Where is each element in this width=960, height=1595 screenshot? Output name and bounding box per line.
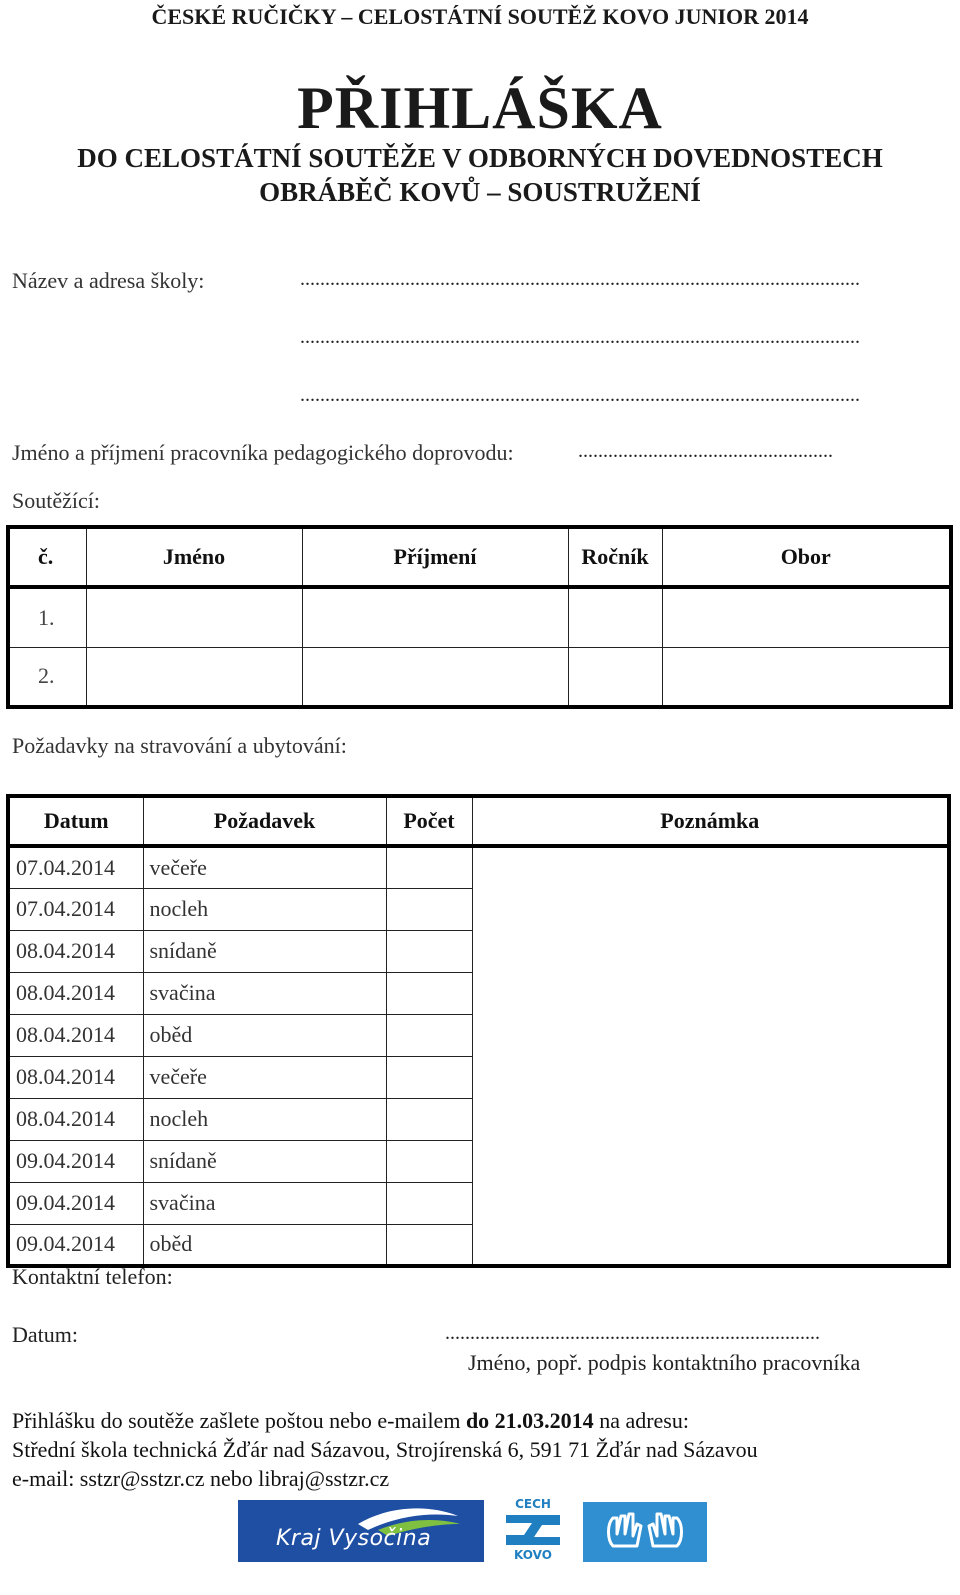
request-cell: oběd (143, 1014, 386, 1056)
note-cell[interactable] (472, 1140, 949, 1182)
count-cell[interactable] (386, 888, 472, 930)
send-deadline: do 21.03.2014 (465, 1408, 594, 1433)
request-cell: svačina (143, 972, 386, 1014)
count-cell[interactable] (386, 972, 472, 1014)
hands-icon (583, 1502, 707, 1562)
note-cell[interactable] (472, 1182, 949, 1224)
kovo-text: KOVO (514, 1548, 552, 1562)
table-row (8, 930, 949, 972)
column-header: č. (8, 527, 86, 587)
column-header: Datum (8, 796, 143, 846)
table-row (8, 1056, 949, 1098)
note-cell[interactable] (472, 1056, 949, 1098)
column-header: Počet (386, 796, 472, 846)
subtitle-line-1: DO CELOSTÁTNÍ SOUTĚŽE V ODBORNÝCH DOVEDNOSTECH (77, 143, 883, 173)
note-cell[interactable] (472, 846, 949, 888)
ceske-rucicky-logo (583, 1502, 707, 1562)
date-label: Datum: (12, 1322, 78, 1347)
row-number: 1. (8, 587, 86, 647)
column-header: Obor (662, 527, 951, 587)
page-title: PŘIHLÁŠKA (297, 75, 663, 141)
table-row (8, 1182, 949, 1224)
date-cell: 08.04.2014 (8, 1056, 143, 1098)
top-heading: ČESKÉ RUČIČKY – CELOSTÁTNÍ SOUTĚŽ KOVO JUNIOR 2014 (151, 4, 809, 29)
subtitle-line-2: OBRÁBĚČ KOVŮ – SOUSTRUŽENÍ (259, 177, 701, 207)
count-cell[interactable] (386, 930, 472, 972)
note-cell[interactable] (472, 1014, 949, 1056)
table-row (8, 587, 951, 647)
request-cell: večeře (143, 846, 386, 888)
surname-cell[interactable] (302, 587, 568, 647)
table-row (8, 972, 949, 1014)
date-cell: 07.04.2014 (8, 846, 143, 888)
count-cell[interactable] (386, 846, 472, 888)
note-cell[interactable] (472, 930, 949, 972)
table-row (8, 647, 951, 707)
count-cell[interactable] (386, 1056, 472, 1098)
kraj-vysocina-logo (238, 1500, 484, 1562)
cech-kovo-logo (500, 1497, 566, 1563)
request-cell: snídaně (143, 1140, 386, 1182)
contact-email: e-mail: sstzr@sstzr.cz nebo libraj@sstzr.cz (12, 1466, 390, 1491)
date-cell: 08.04.2014 (8, 930, 143, 972)
wrench-emblem-icon (504, 1511, 562, 1547)
competitors-label: Soutěžící: (12, 488, 100, 513)
signature-caption: Jméno, popř. podpis kontaktního pracovníka (468, 1350, 861, 1375)
school-field-line-3[interactable]: ................................................................................................................ (300, 384, 860, 406)
table-row (8, 846, 949, 888)
note-cell[interactable] (472, 1098, 949, 1140)
note-cell[interactable] (472, 888, 949, 930)
request-cell: oběd (143, 1224, 386, 1266)
date-cell: 09.04.2014 (8, 1224, 143, 1266)
table-row (8, 1098, 949, 1140)
table-row (8, 888, 949, 930)
column-header: Ročník (568, 527, 662, 587)
send-prefix: Přihlášku do soutěže zašlete poštou nebo e-mailem (12, 1408, 466, 1433)
date-cell: 09.04.2014 (8, 1182, 143, 1224)
column-header: Poznámka (472, 796, 949, 846)
table-row (8, 1224, 949, 1266)
request-cell: snídaně (143, 930, 386, 972)
date-cell: 08.04.2014 (8, 972, 143, 1014)
note-cell[interactable] (472, 972, 949, 1014)
cech-text: CECH (515, 1497, 551, 1511)
meals-label: Požadavky na stravování a ubytování: (12, 733, 347, 758)
request-cell: večeře (143, 1056, 386, 1098)
row-number: 2. (8, 647, 86, 707)
column-header: Příjmení (302, 527, 568, 587)
send-suffix: na adresu: (593, 1408, 689, 1433)
field-cell[interactable] (662, 647, 951, 707)
date-cell: 08.04.2014 (8, 1098, 143, 1140)
send-instructions (12, 1408, 689, 1434)
request-cell: svačina (143, 1182, 386, 1224)
year-cell[interactable] (568, 587, 662, 647)
school-field-line-1[interactable]: ................................................................................................................ (300, 268, 860, 290)
count-cell[interactable] (386, 1098, 472, 1140)
school-address: Střední škola technická Žďár nad Sázavou, Strojírenská 6, 591 71 Žďár nad Sázavou (12, 1437, 758, 1462)
phone-label: Kontaktní telefon: (12, 1264, 173, 1289)
name-cell[interactable] (86, 587, 302, 647)
column-header: Jméno (86, 527, 302, 587)
table-row (8, 1140, 949, 1182)
count-cell[interactable] (386, 1014, 472, 1056)
teacher-label: Jméno a příjmení pracovníka pedagogického doprovodu: (12, 440, 514, 465)
count-cell[interactable] (386, 1140, 472, 1182)
signature-field[interactable]: ........................................................................... (445, 1322, 820, 1344)
count-cell[interactable] (386, 1224, 472, 1266)
column-header: Požadavek (143, 796, 386, 846)
date-cell: 07.04.2014 (8, 888, 143, 930)
meals-table (6, 794, 951, 1268)
table-header-row (8, 796, 949, 846)
competitors-table (6, 525, 953, 709)
surname-cell[interactable] (302, 647, 568, 707)
date-cell: 08.04.2014 (8, 1014, 143, 1056)
field-cell[interactable] (662, 587, 951, 647)
request-cell: nocleh (143, 1098, 386, 1140)
note-cell[interactable] (472, 1224, 949, 1266)
request-cell: nocleh (143, 888, 386, 930)
date-cell: 09.04.2014 (8, 1140, 143, 1182)
name-cell[interactable] (86, 647, 302, 707)
kraj-vysocina-text: Kraj Vysočina (276, 1526, 432, 1551)
table-row (8, 1014, 949, 1056)
year-cell[interactable] (568, 647, 662, 707)
table-header-row (8, 527, 951, 587)
teacher-field[interactable]: ................................................... (578, 440, 833, 462)
school-label: Název a adresa školy: (12, 268, 205, 293)
school-field-line-2[interactable]: ................................................................................................................ (300, 326, 860, 348)
count-cell[interactable] (386, 1182, 472, 1224)
